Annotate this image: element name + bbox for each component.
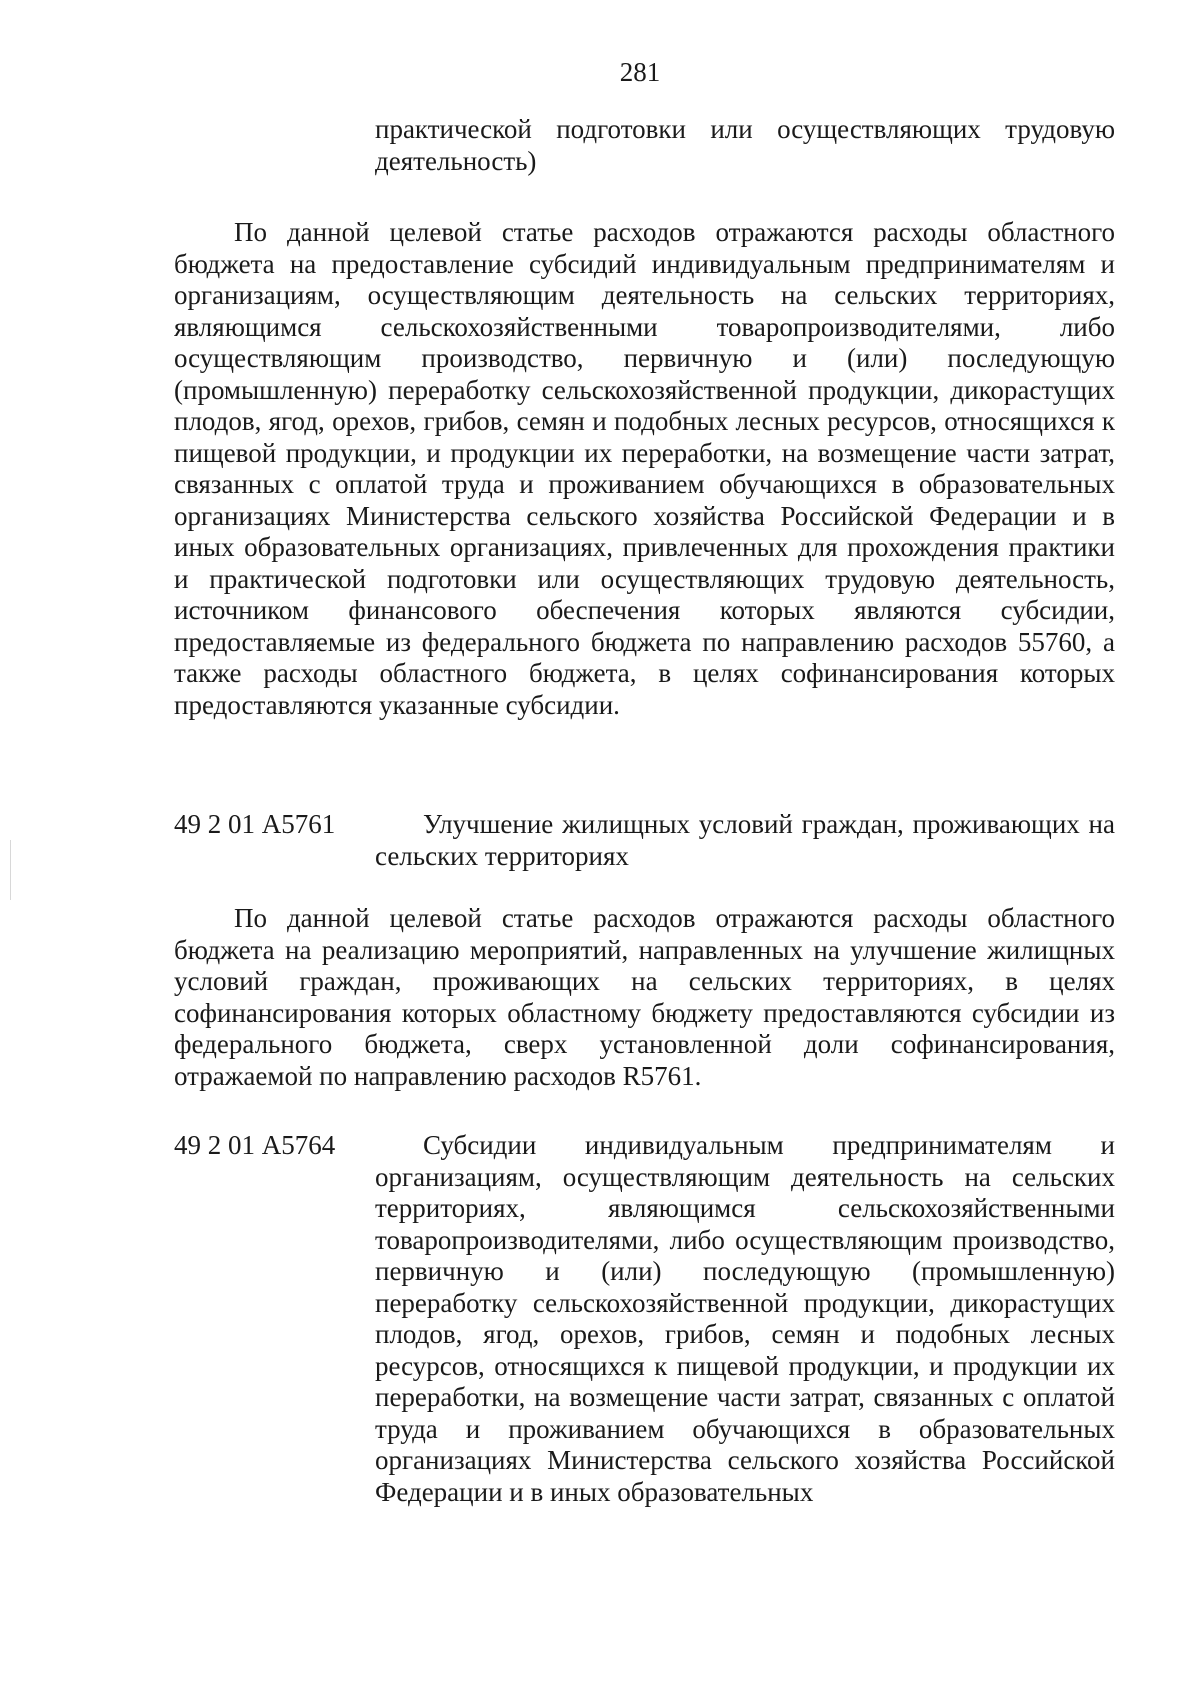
entry-code: 49 2 01 А5761 [174,809,336,839]
page-number: 281 [619,57,661,87]
entry-code: 49 2 01 А5764 [174,1130,336,1160]
entry-title-continuation: практической подготовки или осуществляющих трудовую деятельность) [375,114,1115,176]
paragraph-description-2: По данной целевой статье расходов отражаются расходы областного бюджета на реализацию мероприятий, направленных на улучшение жилищных условий граждан, проживающих на сельских территориях, в целях софинансирования которых областному бюджету предоставляются субсидии из федерального бюджета, сверх установленной доли софинансирования, отражаемой по направлению расходов R5761. [174,903,1115,1091]
paragraph-description-1: По данной целевой статье расходов отражаются расходы областного бюджета на предоставление субсидий индивидуальным предпринимателям и организациям, осуществляющим деятельность на сельских территориях, являющимся сельскохозяйственными товаропроизводителями, либо осуществляющим производство, первичную и (или) последующую (промышленную) переработку сельскохозяйственной продукции, дикорастущих плодов, ягод, орехов, грибов, семян и подобных лесных ресурсов, относящихся к пищевой продукции, и продукции их переработки, на возмещение части затрат, связанных с оплатой труда и проживанием обучающихся в образовательных организациях Министерства сельского хозяйства Российской Федерации и в иных образовательных организациях, привлеченных для прохождения практики и практической подготовки или осуществляющих трудовую деятельность, источником финансового обеспечения которых являются субсидии, предоставляемые из федерального бюджета по направлению расходов 55760, а также расходы областного бюджета, в целях софинансирования которых предоставляются указанные субсидии. [174,217,1115,720]
entry-title: Субсидии индивидуальным предпринимателям и организациям, осуществляющим деятельность на сельских территориях, являющимся сельскохозяйственными товаропроизводителями, либо осуществляющим производство, первичную и (или) последующую (промышленную) переработку сельскохозяйственной продукции, дикорастущих плодов, ягод, орехов, грибов, семян и подобных лесных ресурсов, относящихся к пищевой продукции, и продукции их переработки, на возмещение части затрат, связанных с оплатой труда и проживанием обучающихся в образовательных организациях Министерства сельского хозяйства Российской Федерации и в иных образовательных [375,1130,1115,1507]
scan-margin-mark [10,840,11,900]
entry-title: Улучшение жилищных условий граждан, проживающих на сельских территориях [375,809,1115,871]
